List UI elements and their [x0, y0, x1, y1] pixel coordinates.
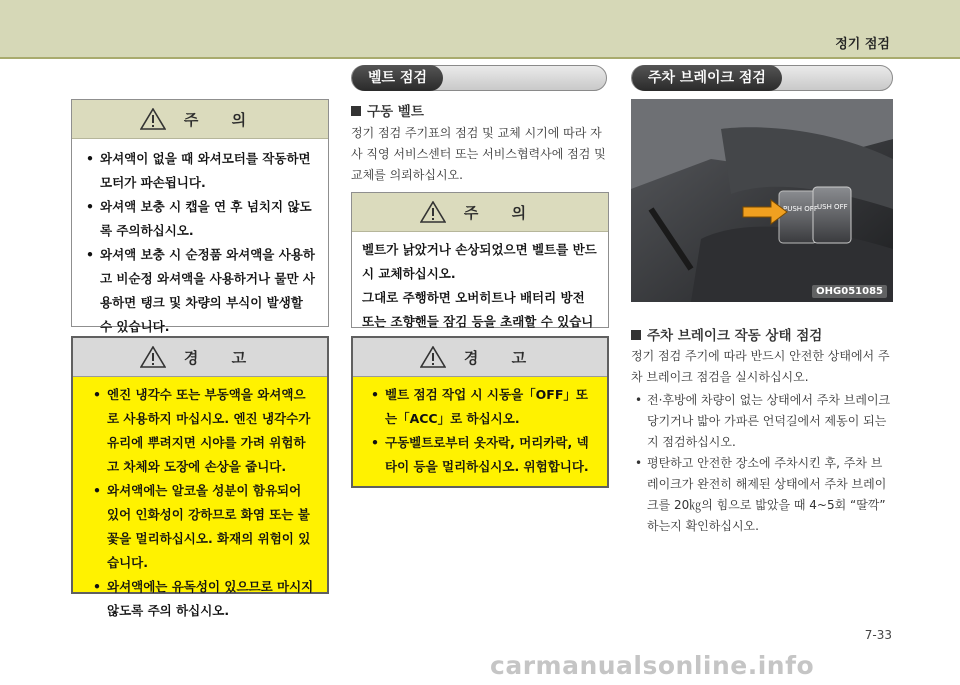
parking-brake-photo: [631, 99, 893, 302]
section-pill-parking-brake: [631, 65, 893, 91]
caution-header: [72, 100, 328, 139]
page-number: 7-33: [864, 628, 892, 642]
caution-header: [352, 193, 608, 232]
warning-box-belt: [351, 336, 609, 488]
subhead-text: 주차 브레이크 작동 상태 점검: [647, 328, 823, 344]
photo-code: OHG051085: [812, 285, 887, 298]
warning-header: [73, 338, 327, 377]
page-header-band: [0, 0, 960, 57]
list-item: • 와셔액 보충 시 캡을 연 후 넘치지 않도록 주의하십시오.: [80, 195, 318, 243]
list-item: • 와셔액 보충 시 순정품 와셔액을 사용하고 비순정 와셔액을 사용하거나 물만 사용하면 탱크 및 차량의 부식이 발생할 수 있습니다.: [80, 243, 318, 339]
list-item: • 구동벨트로부터 옷자락, 머리카락, 넥타이 등을 멀리하십시오. 위험합니다.: [365, 431, 597, 479]
caution-line: 그대로 주행하면 오버히트나 배터리 방전 또는 조향핸들 잠김 등을 초래할 수 있습니: [362, 290, 594, 329]
parking-brake-illustration: [631, 99, 893, 302]
subhead-text: 구동 벨트: [367, 104, 424, 120]
subhead-parking-brake: [631, 324, 822, 344]
caution-box-washer: [71, 99, 329, 334]
section-pill-belt: [351, 65, 607, 91]
list-item: • 엔진 냉각수 또는 부동액을 와셔액으로 사용하지 마십시오. 엔진 냉각수가 유리에 뿌려지면 시야를 가려 위험하고 차체와 도장에 손상을 줍니다.: [87, 383, 315, 479]
warning-title: 경 고: [463, 348, 541, 367]
warning-header: [353, 338, 607, 377]
section-title: 정기 점검: [835, 37, 890, 52]
watermark-text: carmanualsonline.info: [490, 651, 815, 680]
caution-list: [72, 139, 328, 339]
warning-title: 경 고: [183, 348, 261, 367]
parking-brake-list: [631, 390, 893, 537]
list-item: • 와셔액이 없을 때 와셔모터를 작동하면 모터가 파손됩니다.: [80, 147, 318, 195]
pill-label: 주차 브레이크 점검: [632, 65, 782, 91]
warning-box-washer: [71, 336, 329, 618]
belt-body-text: 정기 점검 주기표의 점검 및 교체 시기에 따라 자사 직영 서비스센터 또는 서비스협력사에 점검 및 교체를 의뢰하십시오.: [351, 126, 606, 182]
list-item: • 와셔액에는 알코올 성분이 함유되어 있어 인화성이 강하므로 화염 또는 불꽃을 멀리하십시오. 화재의 위험이 있습니다.: [87, 479, 315, 575]
warning-triangle-icon: [420, 201, 446, 223]
list-item: • 와셔액에는 유독성이 있으므로 마시지 않도록 주의 하십시오.: [87, 575, 315, 623]
square-bullet-icon: [631, 330, 641, 340]
caution-title: 주 의: [183, 110, 261, 129]
caution-title: 주 의: [463, 203, 541, 222]
warning-list: [73, 377, 327, 623]
warning-triangle-icon: [420, 346, 446, 368]
caution-box-belt: [351, 192, 609, 328]
caution-line: 벨트가 낡았거나 손상되었으면 벨트를 반드시 교체하십시오.: [362, 242, 597, 281]
square-bullet-icon: [351, 106, 361, 116]
warning-triangle-icon: [140, 108, 166, 130]
header-rule: [0, 57, 960, 59]
list-item: • 전·후방에 차량이 없는 상태에서 주차 브레이크 당기거나 밟아 가파른 언덕길에서 제동이 되는지 점검하십시오.: [631, 390, 893, 453]
warning-list: [353, 377, 607, 479]
warning-triangle-icon: [140, 346, 166, 368]
list-item: • 평탄하고 안전한 장소에 주차시킨 후, 주차 브레이크가 완전히 해제된 상태에서 주차 브레이크를 20㎏의 힘으로 밟았을 때 4~5회 “딸깍” 하는지 확인하십시오.: [631, 453, 893, 537]
subhead-drive-belt: [351, 100, 424, 120]
pill-label: 벨트 점검: [352, 65, 443, 91]
parking-brake-body-text: 정기 점검 주기에 따라 반드시 안전한 상태에서 주차 브레이크 점검을 실시하십시오.: [631, 349, 890, 384]
list-item: • 벨트 점검 작업 시 시동을「OFF」또는「ACC」로 하십시오.: [365, 383, 597, 431]
pedal-label: USH OFF: [817, 203, 848, 211]
pedal-label: PUSH OFF: [783, 205, 818, 213]
